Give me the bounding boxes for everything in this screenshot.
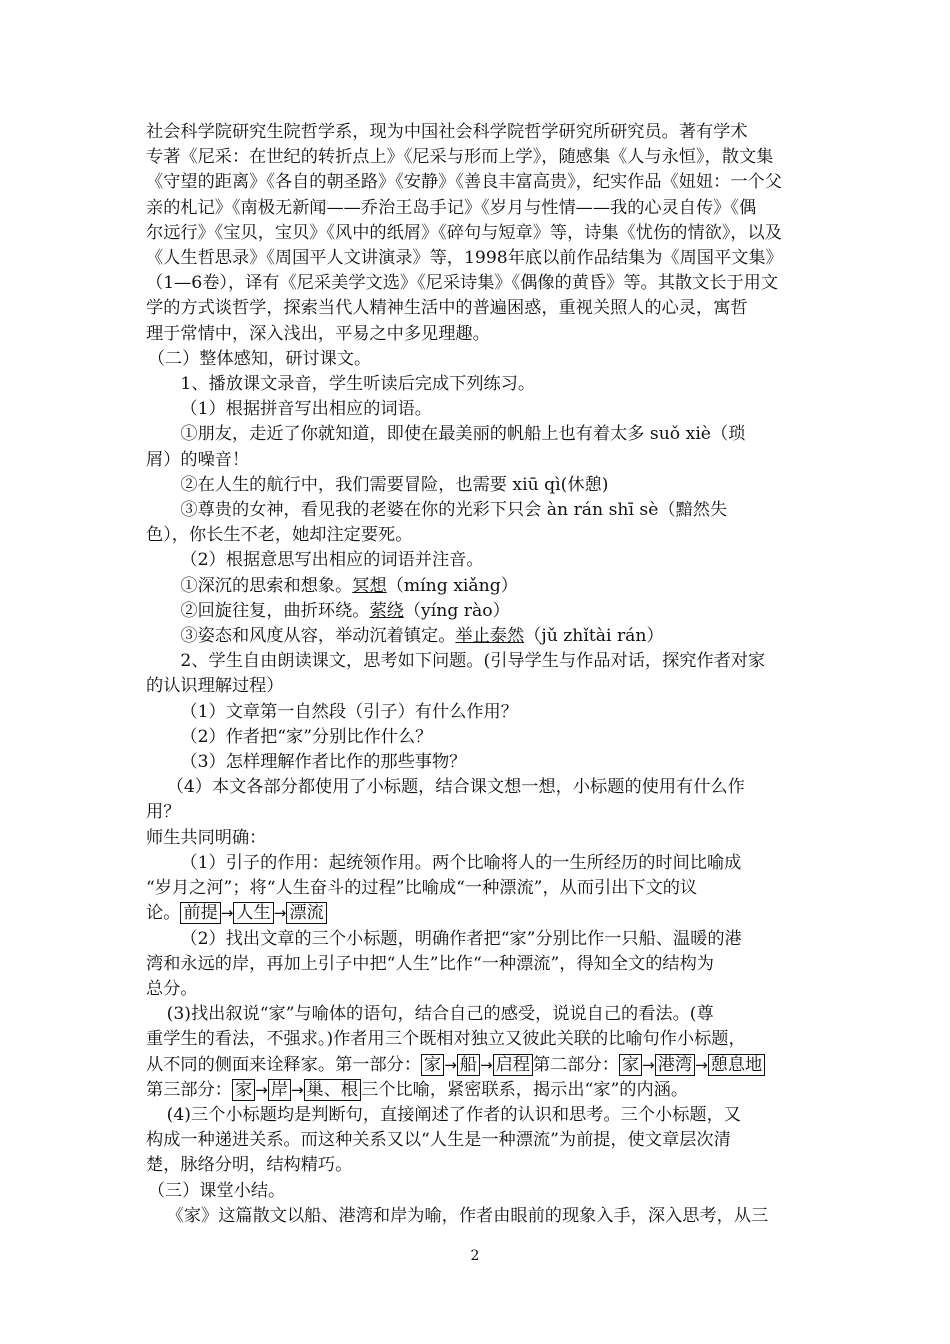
- meaning-item: ①深沉的思索和想象。冥想（míng xiǎng）: [180, 575, 518, 596]
- answer-paragraph-cont: “岁月之河”；将“人生奋斗的过程”比喻成“一种漂流”，从而引出下文的议: [146, 878, 698, 899]
- intro-line: 学的方式谈哲学，探索当代人精神生活中的普遍困惑，重视关照人的心灵，寓哲: [146, 298, 748, 319]
- chain-box: 前提: [180, 902, 220, 924]
- chain-box: 启程: [493, 1054, 533, 1076]
- task-item: 2、学生自由朗读课文，思考如下问题。(引导学生与作品对话，探究作者对家: [180, 651, 766, 672]
- question: （2）作者把“家”分别比作什么？: [180, 726, 433, 747]
- pinyin-question-cont: 屑）的噪音！: [146, 449, 250, 470]
- arrow-right-icon: →: [273, 904, 287, 923]
- chain-box: 港湾: [655, 1054, 695, 1076]
- chain-box: 家: [232, 1079, 255, 1101]
- answer-paragraph-cont: 总分。: [146, 978, 198, 999]
- chain-box: 巢、根: [304, 1079, 362, 1101]
- section-heading: （二）整体感知，研讨课文。: [147, 348, 372, 369]
- arrow-right-icon: →: [220, 904, 234, 923]
- answer-paragraph-cont: 从不同的侧面来诠释家。第一部分： 家 → 船 → 启程 第二部分： 家 → 港湾 → 憩息地: [146, 1053, 810, 1078]
- answer-paragraph-cont: 湾和永远的岸，再加上引子中把“人生”比作“一种漂流”，得知全文的结构为: [146, 953, 714, 974]
- answer-paragraph: (4)三个小标题均是判断句，直接阐述了作者的认识和思考。三个小标题，又: [166, 1104, 741, 1125]
- pinyin-question: ③尊贵的女神，看见我的老婆在你的光彩下只会 àn rán shī sè（黯然失: [180, 500, 728, 521]
- author-intro: [146, 120, 810, 347]
- chain-box: 漂流: [286, 902, 326, 924]
- chain-box: 岸: [268, 1079, 291, 1101]
- arrow-right-icon: →: [642, 1055, 655, 1074]
- task-subheading: （1）根据拼音写出相应的词语。: [180, 399, 432, 420]
- arrow-right-icon: →: [255, 1080, 268, 1099]
- answer-word: 冥想: [352, 575, 387, 596]
- chain-box: 家: [421, 1054, 444, 1076]
- answer-paragraph-cont: 论。 前提 → 人生 → 漂流: [146, 901, 810, 926]
- task-item-cont: 的认识理解过程）: [146, 676, 284, 697]
- intro-line: 《人生哲思录》《周国平人文讲演录》等，1998年底以前作品结集为《周国平文集》: [146, 248, 783, 269]
- intro-line: 亲的札记》《南极无新闻——乔治王岛手记》《岁月与性情——我的心灵自传》《偶: [146, 197, 757, 218]
- intro-line: 尔远行》《宝贝，宝贝》《风中的纸屑》《碎句与短章》等，诗集《忧伤的情欲》，以及: [146, 222, 782, 243]
- document-page: [146, 120, 810, 1229]
- question: （4）本文各部分都使用了小标题，结合课文想一想，小标题的使用有什么作: [166, 777, 745, 798]
- chain-box: 船: [457, 1054, 480, 1076]
- chain-box: 憩息地: [708, 1054, 766, 1076]
- chain-box: 人生: [233, 902, 273, 924]
- question-cont: 用？: [146, 802, 181, 823]
- answer-paragraph-cont: 第三部分： 家 → 岸 → 巢、根 三个比喻，紧密联系，揭示出“家”的内涵。: [146, 1079, 689, 1100]
- answer-paragraph-cont: 构成一种递进关系。而这种关系又以“人生是一种漂流”为前提，使文章层次清: [146, 1130, 731, 1151]
- meaning-item: ③姿态和风度从容，举动沉着镇定。举止泰然（jǔ zhǐtài rán）: [180, 626, 664, 647]
- intro-line: 理于常情中，深入浅出，平易之中多见理趣。: [146, 323, 490, 344]
- chain-box: 家: [619, 1054, 642, 1076]
- meaning-item: ②回旋往复，曲折环绕。萦绕（yíng rào）: [180, 600, 510, 621]
- section-heading: （三）课堂小结。: [147, 1180, 286, 1201]
- answer-word: 举止泰然: [455, 626, 525, 647]
- arrow-right-icon: →: [444, 1055, 457, 1074]
- answer-paragraph-cont: 重学生的看法，不强求。)作者用三个既相对独立又彼此关联的比喻句作小标题，: [146, 1029, 746, 1050]
- question: （1）文章第一自然段（引子）有什么作用？: [180, 701, 518, 722]
- arrow-right-icon: →: [695, 1055, 708, 1074]
- pinyin-question: ②在人生的航行中，我们需要冒险，也需要 xiū qì(休憩): [180, 474, 609, 495]
- answer-paragraph-cont: 楚，脉络分明，结构精巧。: [146, 1155, 353, 1176]
- clarify-heading: 师生共同明确：: [146, 827, 267, 848]
- arrow-right-icon: →: [290, 1080, 304, 1099]
- answer-word: 萦绕: [369, 600, 404, 621]
- pinyin-question: ①朋友，走近了你就知道，即使在最美丽的帆船上也有着太多 suǒ xiè（琐: [180, 424, 746, 445]
- intro-line: 《守望的距离》《各自的朝圣路》《安静》《善良丰富高贵》，纪实作品《妞妞：一个父: [146, 172, 782, 193]
- intro-line: 社会科学院研究生院哲学系，现为中国社会科学院哲学研究所研究员。著有学术: [146, 122, 748, 142]
- page-number: 2: [470, 1248, 480, 1264]
- answer-paragraph: （2）找出文章的三个小标题，明确作者把“家”分别比作一只船、温暖的港: [180, 928, 742, 949]
- intro-line: 专著《尼采：在世纪的转折点上》《尼采与形而上学》，随感集《人与永恒》，散文集: [146, 147, 774, 168]
- intro-line: （1—6卷），译有《尼采美学文选》《尼采诗集》《偶像的黄昏》等。其散文长于用文: [146, 273, 779, 294]
- task-subheading: （2）根据意思写出相应的词语并注音。: [180, 550, 484, 571]
- arrow-right-icon: →: [480, 1055, 493, 1074]
- summary-paragraph: 《家》这篇散文以船、港湾和岸为喻，作者由眼前的现象入手，深入思考，从三: [166, 1205, 769, 1226]
- question: （3）怎样理解作者比作的那些事物？: [180, 752, 467, 773]
- answer-paragraph: (3)找出叙说“家”与喻体的语句，结合自己的感受，说说自己的看法。(尊: [166, 1004, 714, 1025]
- pinyin-question-cont: 色），你长生不老，她却注定要死。: [146, 525, 413, 546]
- answer-paragraph: （1）引子的作用：起统领作用。两个比喻将人的一生所经历的时间比喻成: [180, 852, 742, 873]
- task-item: 1、播放课文录音，学生听读后完成下列练习。: [180, 374, 536, 395]
